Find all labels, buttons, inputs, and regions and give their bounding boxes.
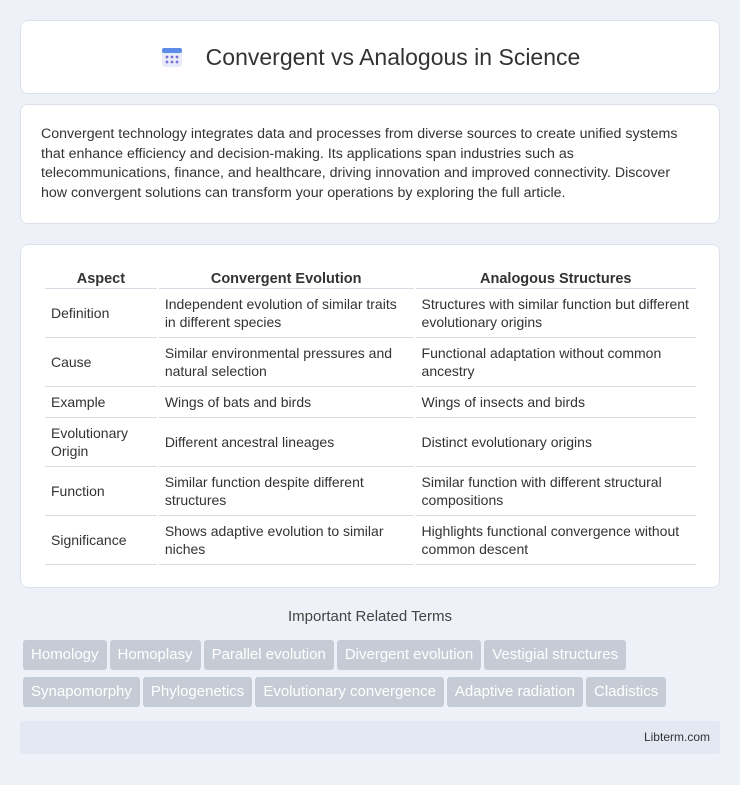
cell-aspect: Definition	[45, 289, 157, 338]
comparison-table-card	[20, 244, 720, 588]
footer	[20, 721, 720, 754]
cell-analogous: Distinct evolutionary origins	[416, 418, 696, 467]
table-row	[45, 289, 696, 338]
page-title: Convergent vs Analogous in Science	[205, 43, 581, 70]
table-row	[45, 338, 696, 387]
cell-aspect: Significance	[45, 516, 157, 565]
intro-card	[20, 104, 720, 224]
header-card	[20, 20, 720, 94]
related-terms-list	[23, 640, 723, 714]
cell-convergent: Shows adaptive evolution to similar niches	[159, 516, 414, 565]
cell-convergent: Independent evolution of similar traits in different species	[159, 289, 414, 338]
tag-homology[interactable]: Homology	[23, 640, 107, 670]
footer-site-link[interactable]: Libterm.com	[643, 730, 710, 744]
cell-aspect: Evolutionary Origin	[45, 418, 157, 467]
cell-convergent: Different ancestral lineages	[159, 418, 414, 467]
cell-analogous: Functional adaptation without common ancestry	[416, 338, 696, 387]
header-convergent: Convergent Evolution	[159, 263, 414, 289]
intro-text: Convergent technology integrates data and processes from diverse sources to create unified systems that enhance efficiency and decision-making. Its applications span industries such as telecommunications, finance, and healthcare, driving innovation and improved connectivity. Discover how convergent solutions can transform your operations by exploring the full article.	[41, 126, 678, 201]
tag-vestigial-structures[interactable]: Vestigial structures	[484, 640, 626, 670]
cell-aspect: Example	[45, 387, 157, 418]
related-terms-title: Important Related Terms	[288, 608, 452, 625]
tag-divergent-evolution[interactable]: Divergent evolution	[337, 640, 481, 670]
table-row	[45, 516, 696, 565]
cell-analogous: Structures with similar function but different evolutionary origins	[416, 289, 696, 338]
table-row	[45, 387, 696, 418]
cell-convergent: Similar function despite different structures	[159, 467, 414, 516]
tag-homoplasy[interactable]: Homoplasy	[110, 640, 201, 670]
calendar-grid-icon	[160, 45, 184, 69]
tag-evolutionary-convergence[interactable]: Evolutionary convergence	[255, 677, 444, 707]
table-header-row	[45, 263, 696, 289]
header-analogous: Analogous Structures	[416, 263, 696, 289]
header-aspect: Aspect	[45, 263, 157, 289]
cell-analogous: Wings of insects and birds	[416, 387, 696, 418]
table-row	[45, 418, 696, 467]
cell-analogous: Highlights functional convergence without common descent	[416, 516, 696, 565]
table-row	[45, 467, 696, 516]
cell-convergent: Similar environmental pressures and natural selection	[159, 338, 414, 387]
cell-analogous: Similar function with different structural compositions	[416, 467, 696, 516]
comparison-table	[43, 263, 698, 565]
cell-aspect: Cause	[45, 338, 157, 387]
tag-adaptive-radiation[interactable]: Adaptive radiation	[447, 677, 583, 707]
tag-synapomorphy[interactable]: Synapomorphy	[23, 677, 140, 707]
tag-phylogenetics[interactable]: Phylogenetics	[143, 677, 252, 707]
cell-convergent: Wings of bats and birds	[159, 387, 414, 418]
tag-cladistics[interactable]: Cladistics	[586, 677, 666, 707]
cell-aspect: Function	[45, 467, 157, 516]
tag-parallel-evolution[interactable]: Parallel evolution	[204, 640, 334, 670]
